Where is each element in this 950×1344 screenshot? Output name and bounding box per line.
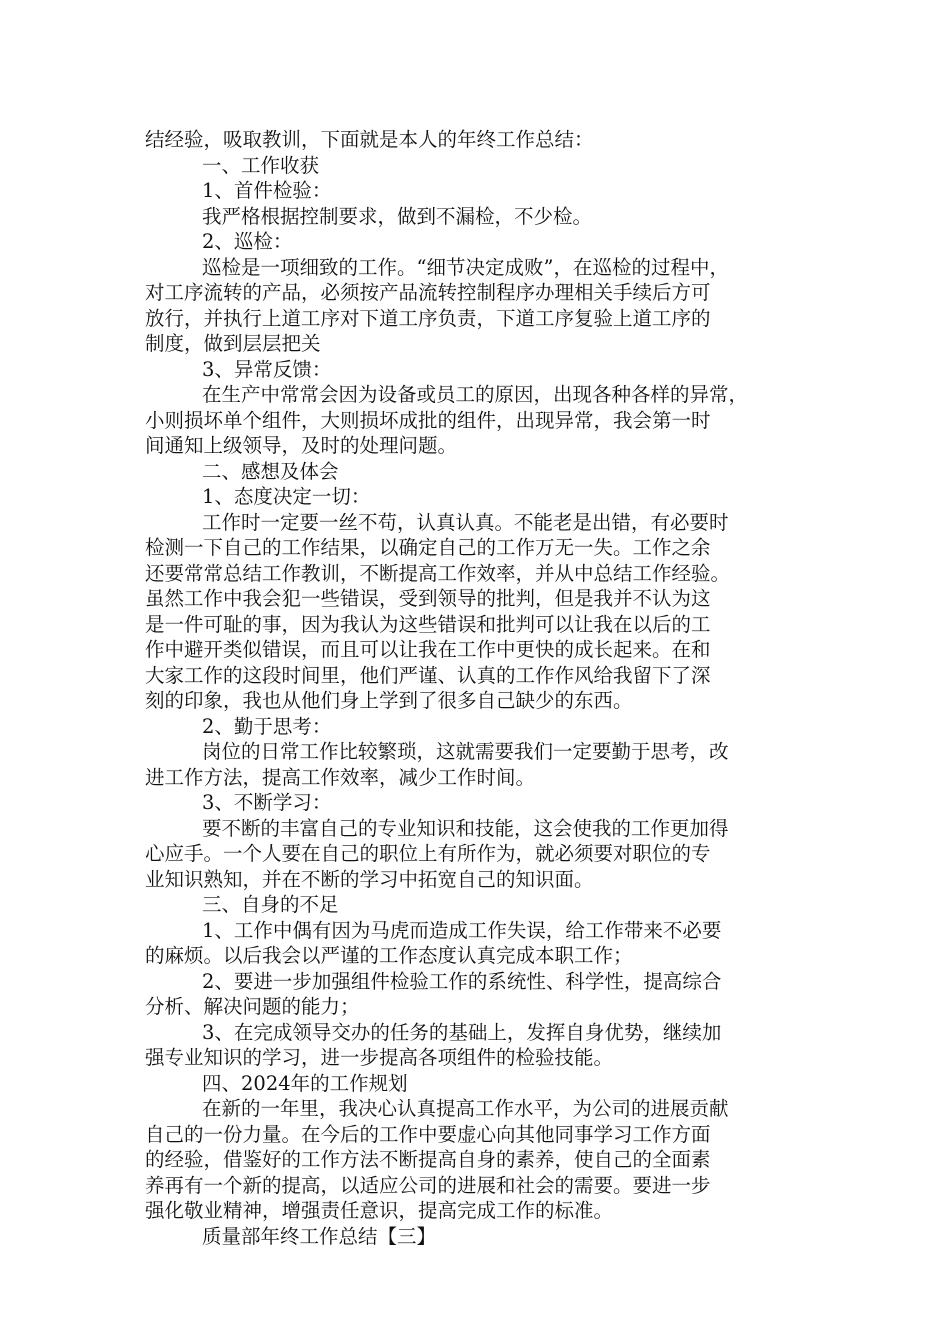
text-line: 岗位的日常工作比较繁琐，这就需要我们一定要勤于思考，改: [202, 740, 729, 763]
subsection-heading: 2、巡检：: [202, 230, 293, 253]
text-line: 对工序流转的产品，必须按产品流转控制程序办理相关手续后方可: [145, 281, 711, 304]
text-line: 结经验，吸取教训，下面就是本人的年终工作总结：: [145, 128, 594, 151]
section-heading: 四、2024年的工作规划: [202, 1071, 408, 1095]
section-heading: 二、感想及体会: [202, 459, 339, 483]
subsection-heading: 3、不断学习：: [202, 791, 332, 814]
text-line: 分析、解决问题的能力；: [145, 995, 360, 1018]
text-line: 刻的印象，我也从他们身上学到了很多自己缺少的东西。: [145, 689, 633, 712]
text-line: 制度，做到层层把关: [145, 332, 321, 355]
text-line: 巡检是一项细致的工作。“细节决定成败”，在巡检的过程中，: [202, 255, 729, 279]
text-line: 强专业知识的学习，进一步提高各项组件的检验技能。: [145, 1046, 614, 1069]
subsection-heading: 2、勤于思考：: [202, 714, 332, 738]
text-line: 大家工作的这段时间里，他们严谨、认真的工作作风给我留下了深: [145, 663, 711, 687]
section-heading: 一、工作收获: [202, 153, 320, 177]
text-line: 心应手。一个人要在自己的职位上有所作为，就必须要对职位的专: [145, 842, 711, 865]
text-line: 要不断的丰富自己的专业知识和技能，这会使我的工作更加得: [202, 816, 729, 840]
text-line: 我严格根据控制要求，做到不漏检，不少检。: [202, 204, 593, 228]
section-heading: 三、自身的不足: [202, 893, 339, 916]
text-line: 2、要进一步加强组件检验工作的系统性、科学性，提高综合: [202, 969, 722, 993]
subsection-heading: 1、态度决定一切：: [202, 485, 371, 508]
text-line: 养再有一个新的提高，以适应公司的进展和社会的需要。要进一步: [145, 1173, 711, 1197]
text-line: 工作时一定要一丝不苟，认真认真。不能老是出错，有必要时: [202, 510, 729, 534]
text-line: 作中避开类似错误，而且可以让我在工作中更快的成长起来。在和: [145, 638, 711, 661]
text-line: 自己的一份力量。在今后的工作中要虚心向其他同事学习工作方面: [145, 1122, 711, 1146]
subsection-heading: 3、异常反馈：: [202, 357, 332, 381]
text-line: 1、工作中偶有因为马虎而造成工作失误，给工作带来不必要: [202, 918, 722, 942]
text-line: 间通知上级领导，及时的处理问题。: [145, 434, 458, 457]
text-line: 进工作方法，提高工作效率，减少工作时间。: [145, 765, 536, 789]
text-line: 业知识熟知，并在不断的学习中拓宽自己的知识面。: [145, 867, 594, 891]
text-line: 在新的一年里，我决心认真提高工作水平，为公司的进展贡献: [202, 1097, 729, 1120]
text-line: 强化敬业精神，增强责任意识，提高完成工作的标准。: [145, 1199, 614, 1222]
text-line: 虽然工作中我会犯一些错误，受到领导的批判，但是我并不认为这: [145, 587, 711, 610]
document-title: 质量部年终工作总结【三】: [202, 1224, 437, 1248]
text-line: 还要常常总结工作教训，不断提高工作效率，并从中总结工作经验。: [145, 561, 731, 585]
text-line: 在生产中常常会因为设备或员工的原因，出现各种各样的异常，: [202, 383, 749, 406]
text-line: 放行，并执行上道工序对下道工序负责，下道工序复验上道工序的: [145, 306, 711, 330]
text-line: 小则损坏单个组件，大则损坏成批的组件，出现异常，我会第一时: [145, 408, 711, 432]
text-line: 的麻烦。以后我会以严谨的工作态度认真完成本职工作；: [145, 944, 633, 967]
text-line: 是一件可耻的事，因为我认为这些错误和批判可以让我在以后的工: [145, 612, 711, 636]
document-body: [145, 127, 810, 1249]
text-line: 检测一下自己的工作结果，以确定自己的工作万无一失。工作之余: [145, 536, 711, 559]
subsection-heading: 1、首件检验：: [202, 179, 332, 202]
text-line: 的经验，借鉴好的工作方法不断提高自身的素养，使自己的全面素: [145, 1148, 711, 1171]
text-line: 3、在完成领导交办的任务的基础上，发挥自身优势，继续加: [202, 1020, 722, 1044]
